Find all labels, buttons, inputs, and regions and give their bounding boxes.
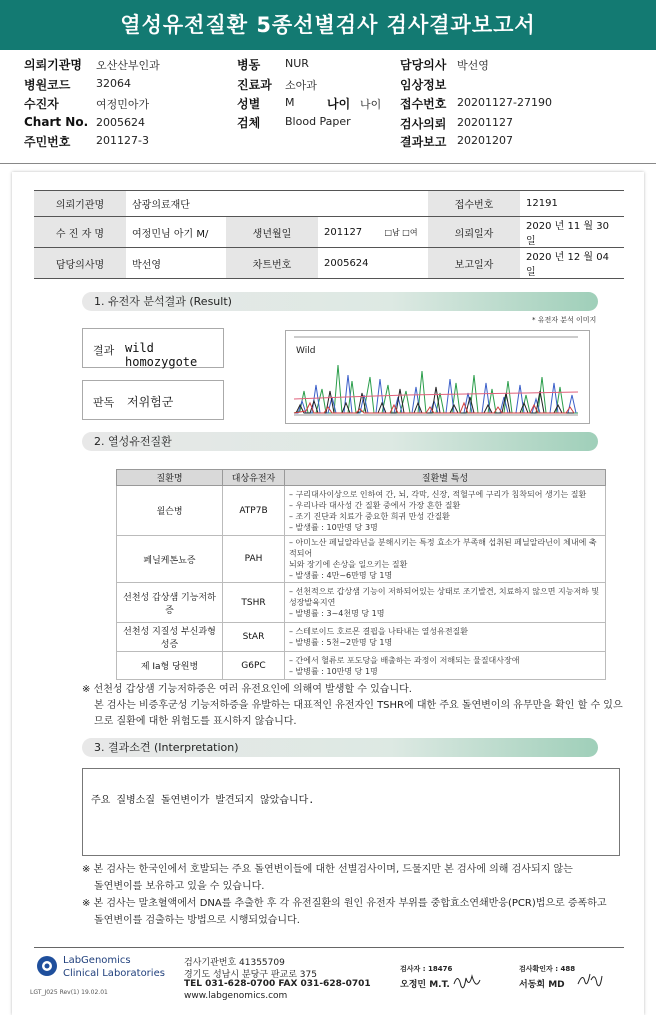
patient-label: 접수번호 [428,191,520,217]
info-value: 32064 [96,77,131,90]
company-phone: TEL 031-628-0700 FAX 031-628-0701 [184,979,371,989]
disease-desc [285,652,606,680]
report-sheet [12,172,644,1015]
info-value: M [285,96,295,109]
desc-line: – 스테로이드 호르몬 결핍을 나타내는 열성유전질환 [289,627,469,636]
gene-name: ATP7B [223,486,285,536]
patient-table [34,190,624,279]
disease-name: 선천성 갑상샘 기능저하증 [117,583,223,623]
patient-value: 2020 년 11 월 30 일 [520,217,624,248]
result-box [82,328,224,368]
section-3-note: ※ 본 검사는 한국인에서 호발되는 주요 돌연변이들에 대한 선별검사이며, 드물지만 본 검사에 의해 검사되지 않는 [82,864,573,875]
patient-label: 차트번호 [226,248,318,279]
info-value: 여정민아가 [96,98,150,111]
disease-table [116,469,606,680]
desc-line: 성장발육지연 [289,598,336,607]
table-row [117,486,606,536]
table-row [117,583,606,623]
judgement-label: 판독 [93,396,115,409]
company-subtitle: Clinical Laboratories [63,968,165,979]
patient-label: 보고일자 [428,248,520,279]
patient-value: 12191 [520,191,624,217]
info-label: Chart No. [24,115,89,129]
report-title-banner: 열성유전질환 5종선별검사 검사결과보고서 [0,0,656,50]
sex-checkbox: □남 □여 [384,227,418,237]
interpretation-text: 주요 질병소질 돌연변이가 발견되지 않았습니다. [91,795,315,806]
gene-trace-image [285,330,590,424]
desc-line: – 우리나라 대사성 간 질환 중에서 가장 흔한 질환 [289,500,461,510]
patient-value: 박선영 [126,248,226,279]
judgement-value: 저위험군 [127,395,174,409]
labgenomics-logo-icon [36,955,58,977]
table-row [117,652,606,680]
result-value: wild homozygote [125,341,198,369]
footer-divider [34,947,624,948]
age-value: 나이 [360,98,382,111]
disease-table-header: 질환별 특성 [285,470,606,486]
patient-value: 2020 년 12 월 04 일 [520,248,624,279]
form-code: LGT_J025 Rev(1) 19.02.01 [30,989,108,996]
disease-desc [285,536,606,583]
gene-name: TSHR [223,583,285,623]
patient-value: 여정민님 아기 M/ [126,217,226,248]
result-label: 결과 [93,344,115,357]
tester-name: 오정민 M.T. [400,980,450,990]
patient-value: 201127 [324,226,363,238]
section-2-note: 므로 질환에 대한 위험도를 표시하지 않습니다. [94,716,297,727]
disease-desc [285,486,606,536]
registration-number: 검사기관번호 41355709 [184,958,285,968]
section-3-note: 돌연변이를 보유하고 있을 수 있습니다. [94,881,265,892]
section-1-header: 1. 유전자 분석결과 (Result) [82,292,598,311]
desc-line: – 발병률 : 3~4천명 당 1명 [289,609,385,618]
patient-value: 2005624 [318,248,428,279]
section-2-note: ※ 선천성 갑상샘 기능저하증은 여러 유전요인에 의해여 발생할 수 있습니다. [82,684,412,695]
info-label: 수진자 [24,97,59,111]
desc-line: – 구리대사이상으로 인하여 간, 뇌, 각막, 신장, 적혈구에 구리가 침착되어 생기는 질환 [289,489,587,499]
age-label: 나이 [327,97,351,111]
request-info-panel [0,50,656,164]
judgement-box [82,380,224,420]
confirmer-signature-icon [575,968,605,992]
info-label: 접수번호 [400,97,447,111]
section-3-note: ※ 본 검사는 말초혈액에서 DNA를 추출한 후 각 유전질환의 원인 유전자 부위를 중합효소연쇄반응(PCR)법으로 증폭하고 [82,898,607,909]
info-value: 20201127-27190 [457,96,552,109]
patient-label: 생년월일 [226,217,318,248]
tester-label: 검사자 : 18476 [400,965,453,973]
birth-cell [318,217,428,248]
section-2-header: 2. 열성유전질환 [82,432,598,451]
desc-line: – 간에서 혈류로 포도당을 배출하는 과정이 저해되는 물질대사장애 [289,655,520,665]
disease-table-header: 질환명 [117,470,223,486]
patient-label: 의뢰일자 [428,217,520,248]
gene-name: PAH [223,536,285,583]
desc-line: – 발생률 : 4만~6만명 당 1명 [289,571,393,580]
company-website: www.labgenomics.com [184,991,288,1001]
desc-line: – 조기 진단과 치료가 중요한 희귀 만성 간질환 [289,511,450,521]
disease-name: 제 Ia형 당원병 [117,652,223,680]
patient-label: 담당의사명 [34,248,126,279]
disease-table-header: 대상유전자 [223,470,285,486]
info-label: 결과보고 [400,135,447,149]
company-address: 경기도 성남시 분당구 판교로 375 [184,970,317,980]
info-value: 20201127 [457,116,513,129]
sequence-trace-chart [286,331,589,423]
disease-desc [285,623,606,652]
gene-name: G6PC [223,652,285,680]
patient-value: 삼광의료재단 [126,191,428,217]
info-label: 주민번호 [24,135,71,149]
table-row [117,623,606,652]
company-name: LabGenomics [63,955,131,966]
confirmer-name: 서동희 MD [519,980,565,990]
disease-name: 선천성 지질성 부신과형성증 [117,623,223,652]
disease-name: 페닐케톤뇨증 [117,536,223,583]
table-row [117,536,606,583]
section-3-header: 3. 결과소견 (Interpretation) [82,738,598,757]
tester-signature-icon [452,970,482,994]
info-label: 진료과 [237,78,272,92]
info-value: 20201207 [457,134,513,147]
desc-line: – 선천적으로 갑상샘 기능이 저하되어있는 상태로 조기발견, 치료하지 않으면 지능저하 및 [289,587,600,596]
patient-label: 수 진 자 명 [34,217,126,248]
disease-name: 윌슨병 [117,486,223,536]
info-label: 병동 [237,58,261,72]
gene-name: StAR [223,623,285,652]
image-note: * 유전자 분석 이미지 [532,316,597,324]
desc-line: 뇌와 장기에 손상을 일으키는 질환 [289,560,408,569]
info-label: 의뢰기관명 [24,58,82,72]
trace-label: Wild [296,346,316,356]
info-label: 검체 [237,116,261,130]
info-value: 박선영 [457,59,489,72]
info-label: 검사의뢰 [400,117,447,131]
desc-line: – 발병률 : 10만명 당 1명 [289,666,378,676]
confirmer-label: 검사확인자 : 488 [519,965,576,973]
desc-line: – 발병률 : 5천~2만명 당 1명 [289,638,393,647]
info-label: 임상정보 [400,78,447,92]
disease-desc [285,583,606,623]
interpretation-box [82,768,620,856]
info-value: 오산산부인과 [96,59,160,72]
info-value: 201127-3 [96,134,149,147]
info-label: 병원코드 [24,78,71,92]
info-value: 소아과 [285,79,317,92]
info-label: 담당의사 [400,58,447,72]
section-2-note: 본 검사는 비증후군성 기능저하증을 유발하는 대표적인 유전자인 TSHR에 대한 주요 돌연변이의 유무만을 확인 할 수 있으 [94,700,623,711]
patient-label: 의뢰기관명 [34,191,126,217]
info-value: Blood Paper [285,115,351,128]
desc-line: – 발생률 : 10만명 당 3명 [289,522,378,532]
info-label: 성별 [237,97,261,111]
info-value: NUR [285,57,309,70]
desc-line: – 아미노산 페닐알라닌을 분해시키는 특정 효소가 부족해 섭취된 페닐알라닌이 체내에 축적되어 [289,538,597,558]
section-3-note: 돌연변이를 검출하는 방법으로 시행되었습니다. [94,915,300,926]
info-value: 2005624 [96,116,145,129]
